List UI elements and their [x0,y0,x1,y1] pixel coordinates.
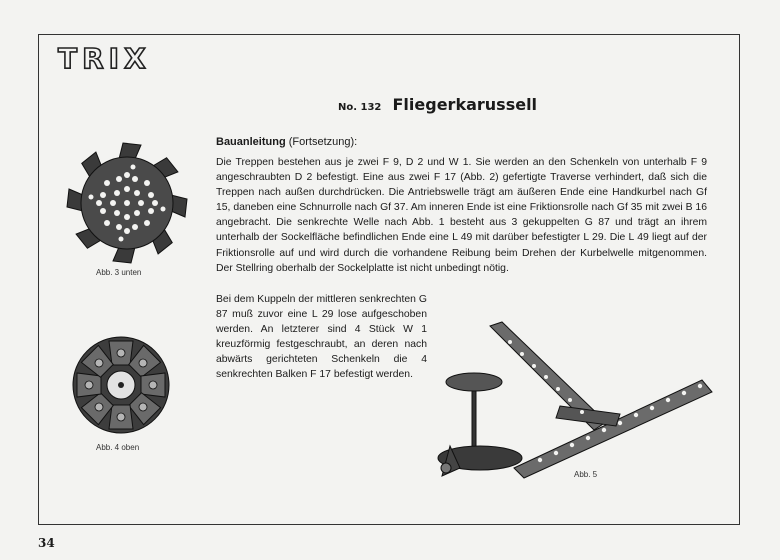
instructions-paragraph: Die Treppen bestehen aus je zwei F 9, D 2 und W 1. Sie werden an den Schenkeln von unterhalb F 9 angeschraubten D 2 befestigt. Eine aus zwei F 17 (Abb. 2) gefertigte Traverse verhindert, daß sich die Treppen nach außen durchdrücken. Die Antriebswelle trägt am äußeren Ende eine Handkurbel nach Gf 15, daneben eine Schnurrolle nach Gf 37. Am inneren Ende ist eine Friktionsrolle nach Gf 35 mit zwei B 16 angebracht. Die senkrechte Welle nach Abb. 1 besteht aus 3 gekuppelten G 87 und trägt an ihrem unterhalb der Sockelfläche befindlichen Ende eine L 49 mit darüber befestigter L 29. Die L 49 liegt auf der Friktionsrolle auf und wird durch die vorhandene Reibung beim Drehen der Kurbelwelle mitgenommen. Der Stellring oberhalb der Sockelplatte ist nicht unbedingt nötig. [216,157,707,274]
figure-4-caption: Abb. 4 oben [96,443,140,452]
instructions-subtitle [216,136,357,148]
subtitle-rest: (Fortsetzung): [285,136,358,148]
model-title: Fliegerkarussell [392,95,538,114]
figure-5-illustration [430,318,720,490]
figure-5-caption: Abb. 5 [574,470,598,479]
figure-3-caption: Abb. 3 unten [96,268,142,277]
subtitle-bold: Bauanleitung [216,136,286,148]
figure-4-illustration [62,328,180,446]
page-heading [338,95,537,114]
trix-logo: TRIX [58,42,151,75]
figure-3-illustration [62,140,192,270]
instructions-paragraph-side: Bei dem Kuppeln der mittleren senkrechten G 87 muß zuvor eine L 29 lose aufgeschoben werden. An letzterer sind 4 Stück W 1 kreuzförmig festgeschraubt, an deren nach abwärts gerichteten Schenkeln die 4 senkrechten Balken F 17 befestigt werden. [216,294,427,381]
page-number: 34 [38,536,55,550]
model-number: No. 132 [338,102,382,113]
